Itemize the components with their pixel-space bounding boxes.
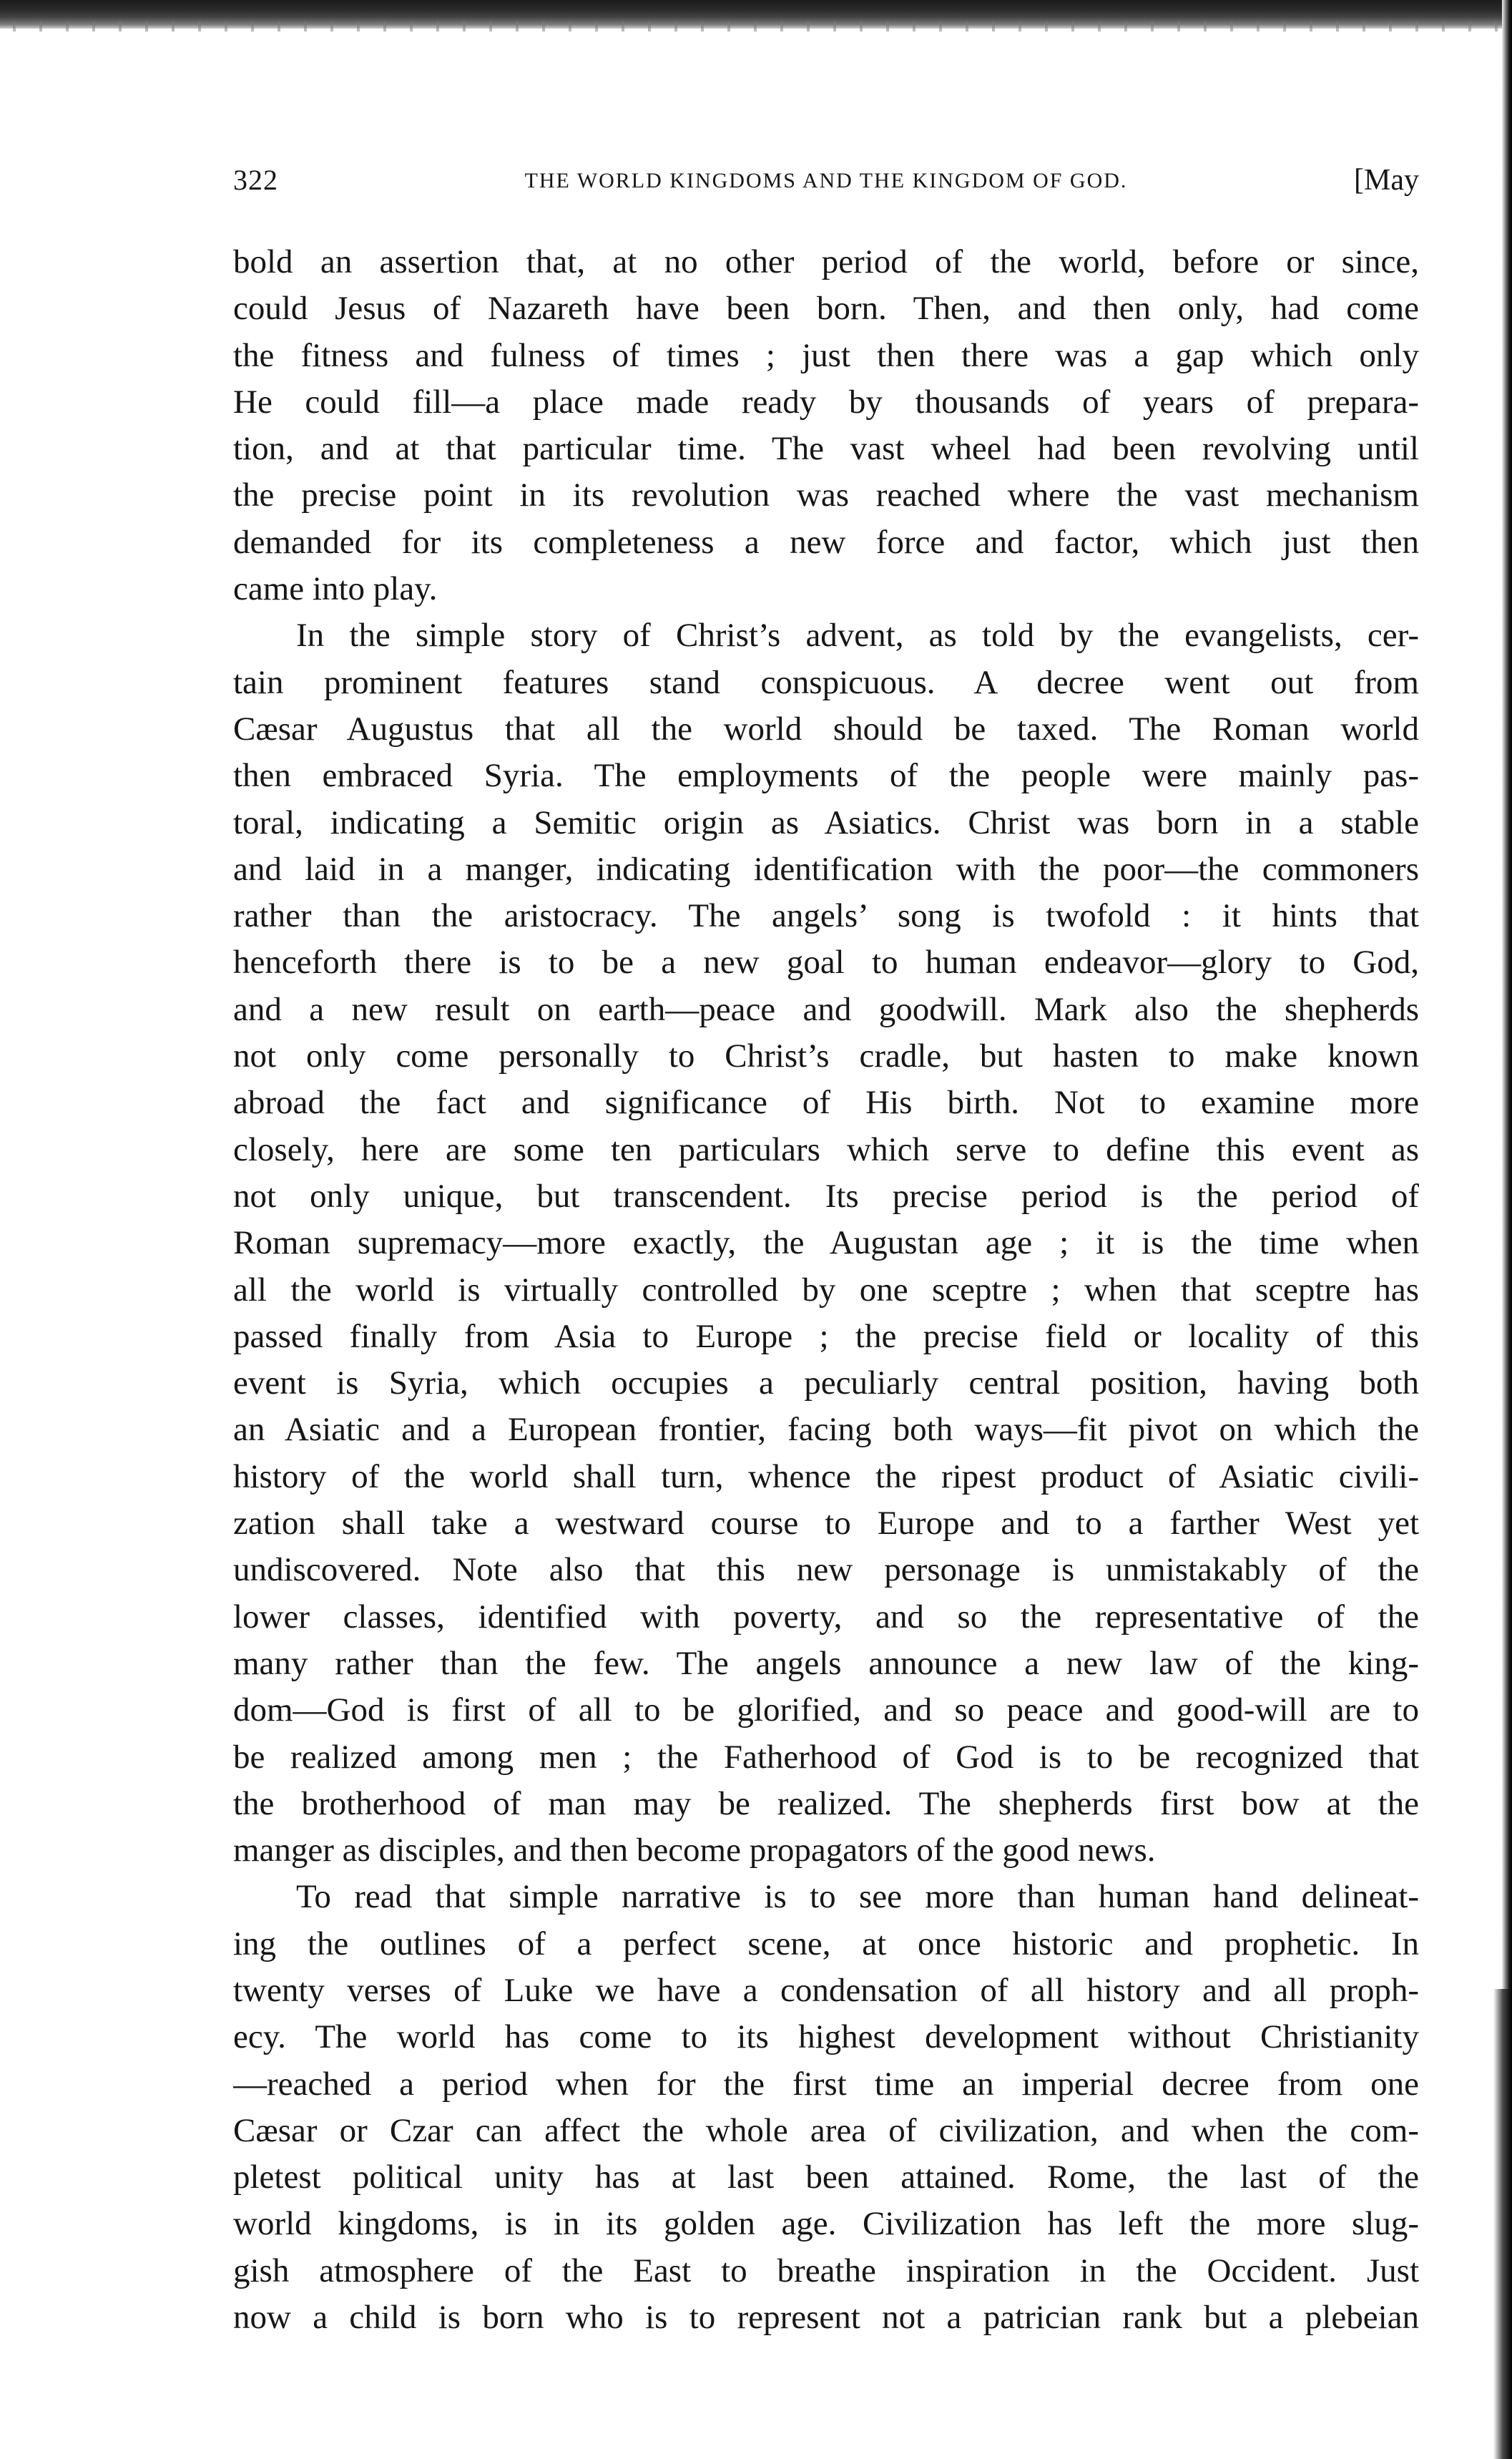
text-line: came into play. bbox=[233, 570, 438, 608]
text-line: —reached a period when for the first time an imperial decree from one bbox=[233, 2065, 1419, 2103]
text-line: world kingdoms, is in its golden age. Civilization has left the more slug- bbox=[233, 2205, 1419, 2243]
text-line: not only unique, but transcendent. Its precise period is the period of bbox=[233, 1177, 1419, 1215]
text-line: pletest political unity has at last been attained. Rome, the last of the bbox=[233, 2159, 1419, 2196]
text-line: the fitness and fulness of times ; just then there was a gap which only bbox=[233, 336, 1419, 374]
text-line: tion, and at that particular time. The vast wheel had been revolving until bbox=[233, 430, 1419, 468]
text-line: undiscovered. Note also that this new personage is unmistakably of the bbox=[233, 1551, 1419, 1589]
text-line: be realized among men ; the Fatherhood of God is to be recognized that bbox=[233, 1738, 1419, 1776]
text-line: event is Syria, which occupies a peculiarly central position, having both bbox=[233, 1364, 1419, 1402]
text-line: manger as disciples, and then become propagators of the good news. bbox=[233, 1832, 1156, 1869]
text-line: rather than the aristocracy. The angels’ song is twofold : it hints that bbox=[233, 897, 1419, 935]
text-line: now a child is born who is to represent not a patrician rank but a plebeian bbox=[233, 2299, 1419, 2337]
text-line: the precise point in its revolution was reached where the vast mechanism bbox=[233, 476, 1419, 514]
text-line: an Asiatic and a European frontier, facing both ways—fit pivot on which the bbox=[233, 1411, 1419, 1449]
text-line: To read that simple narrative is to see more than human hand delineat- bbox=[296, 1878, 1419, 1916]
text-line: could Jesus of Nazareth have been born. Then, and then only, had come bbox=[233, 290, 1419, 328]
text-line: In the simple story of Christ’s advent, as told by the evangelists, cer- bbox=[296, 617, 1419, 655]
text-line: tain prominent features stand conspicuous. A decree went out from bbox=[233, 663, 1419, 701]
text-line: gish atmosphere of the East to breathe inspiration in the Occident. Just bbox=[233, 2252, 1419, 2289]
text-line: lower classes, identified with poverty, and so the representative of the bbox=[233, 1598, 1419, 1636]
text-line: passed finally from Asia to Europe ; the precise field or locality of this bbox=[233, 1317, 1419, 1355]
page-number: 322 bbox=[233, 164, 278, 196]
text-line: history of the world shall turn, whence the ripest product of Asiatic civili- bbox=[233, 1457, 1419, 1495]
text-line: then embraced Syria. The employments of the people were mainly pas- bbox=[233, 757, 1419, 795]
running-header bbox=[233, 163, 1419, 206]
text-line: He could fill—a place made ready by thousands of years of prepara- bbox=[233, 383, 1419, 421]
body-text bbox=[233, 239, 1419, 2341]
text-line: bold an assertion that, at no other period of the world, before or since, bbox=[233, 243, 1419, 280]
text-line: abroad the fact and significance of His birth. Not to examine more bbox=[233, 1084, 1419, 1122]
text-line: Roman supremacy—more exactly, the Augustan age ; it is the time when bbox=[233, 1224, 1419, 1262]
text-line: dom—God is first of all to be glorified, and so peace and good-will are to bbox=[233, 1691, 1419, 1729]
text-line: twenty verses of Luke we have a condensation of all history and all proph- bbox=[233, 1971, 1419, 2009]
text-line: many rather than the few. The angels announce a new law of the king- bbox=[233, 1644, 1419, 1682]
text-line: Cæsar or Czar can affect the whole area of civilization, and when the com- bbox=[233, 2111, 1419, 2149]
text-line: toral, indicating a Semitic origin as Asiatics. Christ was born in a stable bbox=[233, 803, 1419, 841]
text-line: zation shall take a westward course to Europe and to a farther West yet bbox=[233, 1505, 1419, 1543]
text-line: not only come personally to Christ’s cradle, but hasten to make known bbox=[233, 1037, 1419, 1075]
text-line: Cæsar Augustus that all the world should be taxed. The Roman world bbox=[233, 710, 1419, 748]
text-line: closely, here are some ten particulars which serve to define this event as bbox=[233, 1130, 1419, 1168]
text-line: all the world is virtually controlled by one sceptre ; when that sceptre has bbox=[233, 1271, 1419, 1309]
text-line: ing the outlines of a perfect scene, at once historic and prophetic. In bbox=[233, 1925, 1419, 1962]
page-top-edge bbox=[0, 0, 1512, 29]
text-line: the brotherhood of man may be realized. The shepherds first bow at the bbox=[233, 1784, 1419, 1822]
text-line: henceforth there is to be a new goal to human endeavor—glory to God, bbox=[233, 944, 1419, 982]
text-line: and laid in a manger, indicating identification with the poor—the commoners bbox=[233, 850, 1419, 888]
running-title: THE WORLD KINGDOMS AND THE KINGDOM OF GOD. bbox=[524, 169, 1128, 192]
text-line: ecy. The world has come to its highest development without Christianity bbox=[233, 2018, 1419, 2056]
text-line: demanded for its completeness a new force and factor, which just then bbox=[233, 523, 1419, 561]
text-line: and a new result on earth—peace and goodwill. Mark also the shepherds bbox=[233, 990, 1419, 1028]
page-right-edge-shadow bbox=[1493, 1989, 1512, 2459]
date-tag: [May bbox=[1354, 164, 1419, 197]
